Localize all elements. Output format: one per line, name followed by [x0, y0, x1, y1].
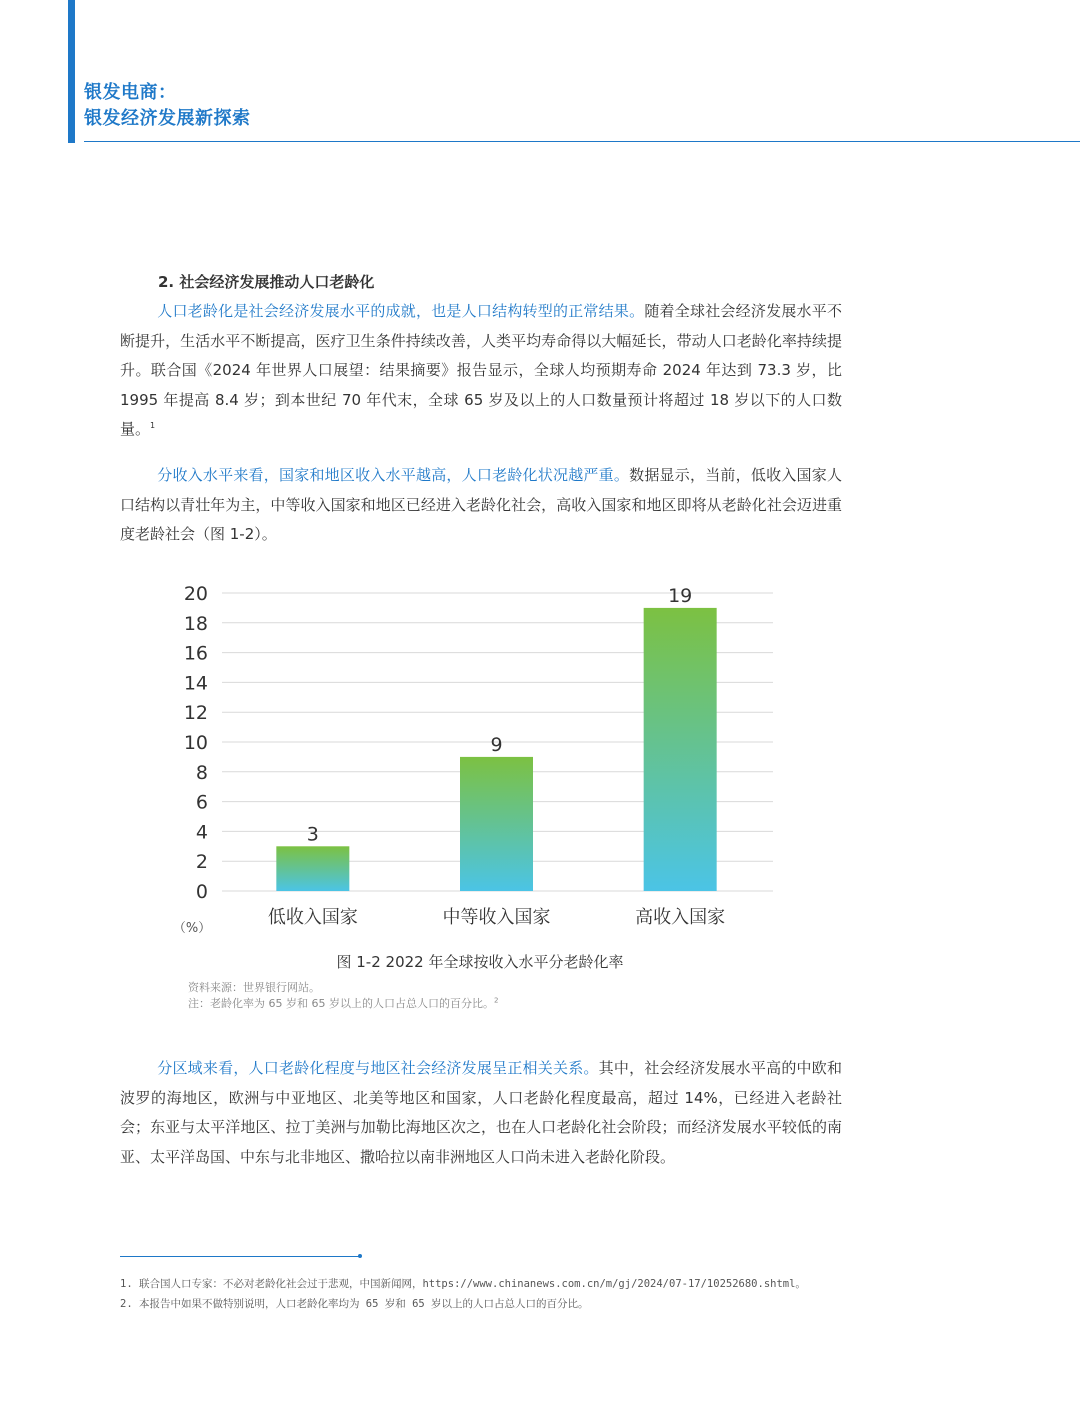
bar-2	[460, 757, 533, 891]
header-rule	[84, 141, 1080, 142]
footnote-1: 1. 联合国人口专家：不必对老龄化社会过于悲观，中国新闻网，https://www.chinanews.com.cn/m/gj/2024/07-17/10252680.shtml。	[120, 1278, 806, 1290]
y-axis-unit: （%）	[172, 921, 212, 936]
section-heading: 2. 社会经济发展推动人口老龄化	[158, 273, 375, 291]
y-tick-label: 6	[195, 791, 208, 814]
footnote-ref-2[interactable]: 2	[493, 996, 499, 1005]
bar-3	[644, 608, 717, 891]
paragraph-2-body: 数据显示，当前，低收入国家人口结构以青壮年为主，中等收入国家和地区已经进入老龄化社会，高收入国家和地区即将从老龄化社会迈进重度老龄社会（图 1-2）。	[120, 466, 842, 543]
y-tick-label: 18	[183, 612, 208, 635]
chart-note: 注：老龄化率为 65 岁和 65 岁以上的人口占总人口的百分比。	[188, 997, 494, 1010]
x-category-label: 高收入国家	[635, 907, 726, 928]
bar-1	[276, 846, 349, 891]
chart-source-notes	[188, 980, 498, 1012]
data-label: 19	[668, 584, 693, 607]
header-title-line2: 银发经济发展新探索	[84, 108, 251, 129]
footnote-ref-1[interactable]: 1	[150, 421, 156, 430]
data-label: 3	[306, 823, 319, 846]
y-tick-label: 16	[183, 642, 208, 665]
paragraph-2-lead: 分收入水平来看，国家和地区收入水平越高，人口老龄化状况越严重。	[157, 466, 630, 484]
y-tick-label: 20	[183, 583, 208, 605]
paragraph-1	[120, 297, 842, 445]
y-tick-label: 14	[183, 672, 208, 695]
y-tick-label: 8	[195, 761, 208, 784]
paragraph-1-body: 随着全球社会经济发展水平不断提升，生活水平不断提高，医疗卫生条件持续改善，人类平均寿命得以大幅延长，带动人口老龄化率持续提升。联合国《2024 年世界人口展望：结果摘要》报告显示，全球人均预期寿命 2024 年达到 73.3 岁，比 1995 年提高 8.4 岁；到本世纪 70 年代末，全球 65 岁及以上的人口数量预计将超过 18 岁以下的人口数量。	[120, 302, 842, 438]
paragraph-3-lead: 分区域来看，人口老龄化程度与地区社会经济发展呈正相关关系。	[157, 1059, 599, 1077]
header-accent-bar	[68, 0, 75, 143]
y-tick-label: 12	[183, 702, 208, 725]
header-title-line1: 银发电商：	[84, 82, 177, 103]
footnote-rule	[120, 1256, 360, 1257]
chart-source: 资料来源：世界银行网站。	[188, 981, 320, 994]
paragraph-3	[120, 1054, 842, 1172]
footnotes	[120, 1274, 806, 1314]
chart-caption: 图 1-2 2022 年全球按收入水平分老龄化率	[336, 953, 624, 971]
aging-rate-bar-chart	[170, 575, 790, 945]
y-tick-label: 0	[195, 881, 208, 903]
y-tick-label: 10	[183, 732, 208, 754]
y-tick-label: 2	[195, 851, 208, 874]
x-category-label: 中等收入国家	[442, 907, 551, 928]
paragraph-2	[120, 461, 842, 550]
header-title	[84, 80, 251, 132]
footnote-2: 2. 本报告中如果不做特别说明，人口老龄化率均为 65 岁和 65 岁以上的人口占总人口的百分比。	[120, 1298, 589, 1310]
paragraph-3-body: 其中，社会经济发展水平高的中欧和波罗的海地区，欧洲与中亚地区、北美等地区和国家，人口老龄化程度最高，超过 14%，已经进入老龄社会；东亚与太平洋地区、拉丁美洲与加勒比海地区次之，也在人口老龄化社会阶段；而经济发展水平较低的南亚、太平洋岛国、中东与北非地区、撒哈拉以南非洲地区人口尚未进入老龄化阶段。	[120, 1059, 842, 1166]
y-tick-label: 4	[195, 821, 208, 844]
footnote-rule-dot	[358, 1254, 362, 1258]
x-category-label: 低收入国家	[267, 907, 358, 928]
data-label: 9	[490, 733, 503, 756]
paragraph-1-lead: 人口老龄化是社会经济发展水平的成就，也是人口结构转型的正常结果。	[157, 302, 645, 320]
